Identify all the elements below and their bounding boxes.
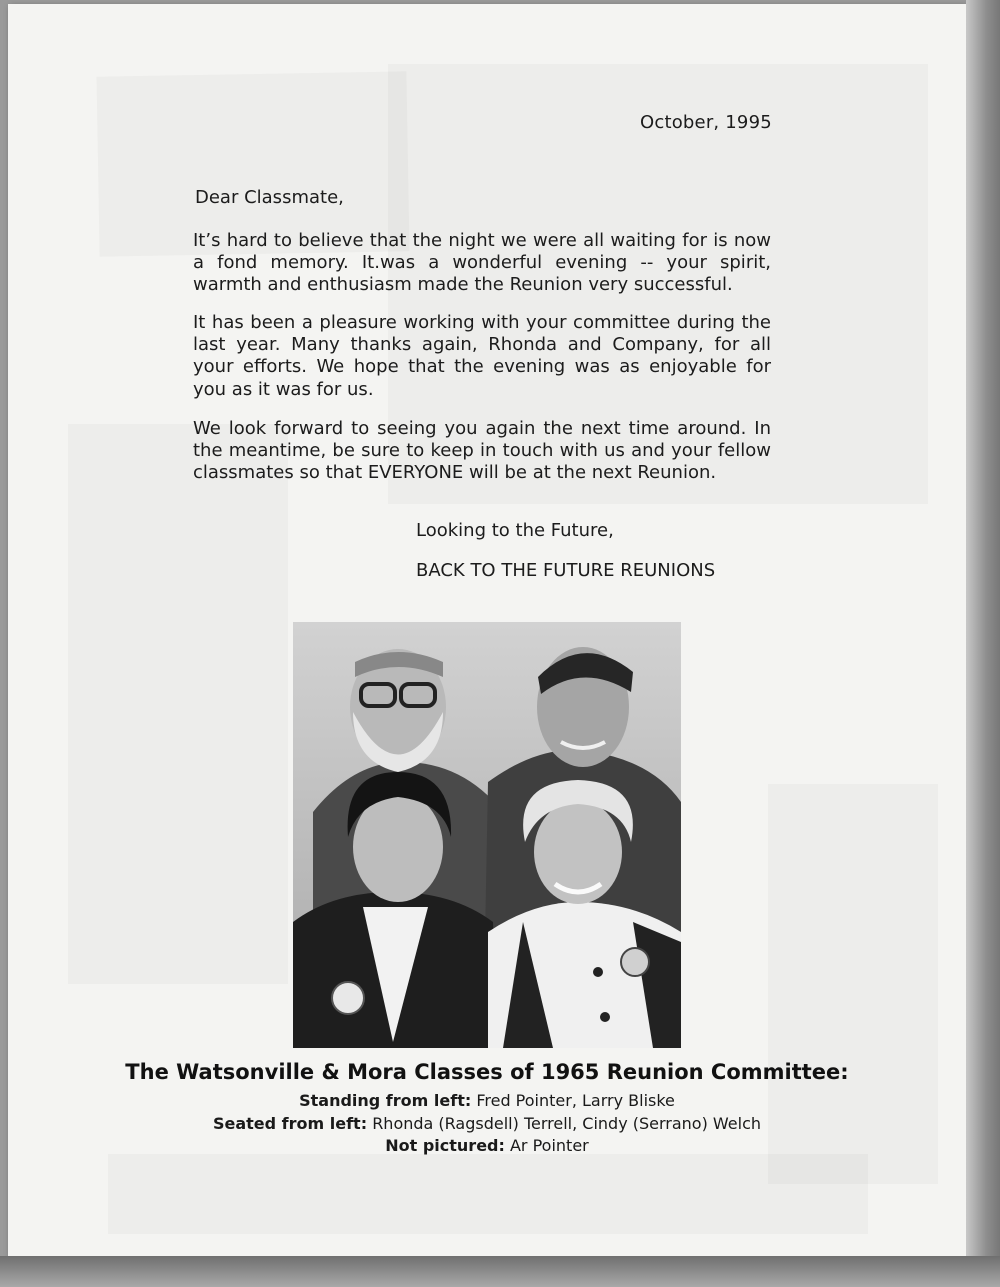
letter-date: October, 1995 [640,112,772,133]
seated-names: Rhonda (Ragsdell) Terrell, Cindy (Serrano) Welch [372,1114,762,1133]
caption-not-pictured [8,1136,966,1155]
committee-photo [293,622,681,1048]
standing-names: Fred Pointer, Larry Bliske [476,1091,675,1110]
committee-photo-illustration [293,622,681,1048]
closing-line: Looking to the Future, [416,520,614,541]
paragraph-1: It’s hard to believe that the night we were all waiting for is now a fond memory. It.was a wonderful evening -- your spirit, warmth and enthusiasm made the Reunion very successful. [193,230,771,296]
caption-title: The Watsonville & Mora Classes of 1965 Reunion Committee: [125,1060,849,1084]
scanner-bottom-edge [0,1256,1000,1287]
not-pictured-names: Ar Pointer [509,1136,589,1155]
scanner-page-edge [966,0,1000,1287]
caption-standing [8,1091,966,1110]
not-pictured-label: Not pictured: [385,1136,505,1155]
paragraph-2: It has been a pleasure working with your committee during the last year. Many thanks again, Rhonda and Company, for all your efforts. We hope that the evening was as enjoyable for you as it was for us. [193,312,771,400]
standing-label: Standing from left: [299,1091,472,1110]
signature: BACK TO THE FUTURE REUNIONS [416,560,716,581]
bleed-through-shadow [96,71,409,256]
seated-label: Seated from left: [212,1114,368,1133]
paragraph-3: We look forward to seeing you again the next time around. In the meantime, be sure to keep in touch with us and your fellow classmates so that EVERYONE will be at the next Reunion. [193,418,771,484]
bleed-through-shadow [108,1154,868,1234]
salutation: Dear Classmate, [195,187,344,208]
letter-page [8,4,966,1256]
bleed-through-shadow [68,424,288,984]
caption-seated [8,1114,966,1133]
